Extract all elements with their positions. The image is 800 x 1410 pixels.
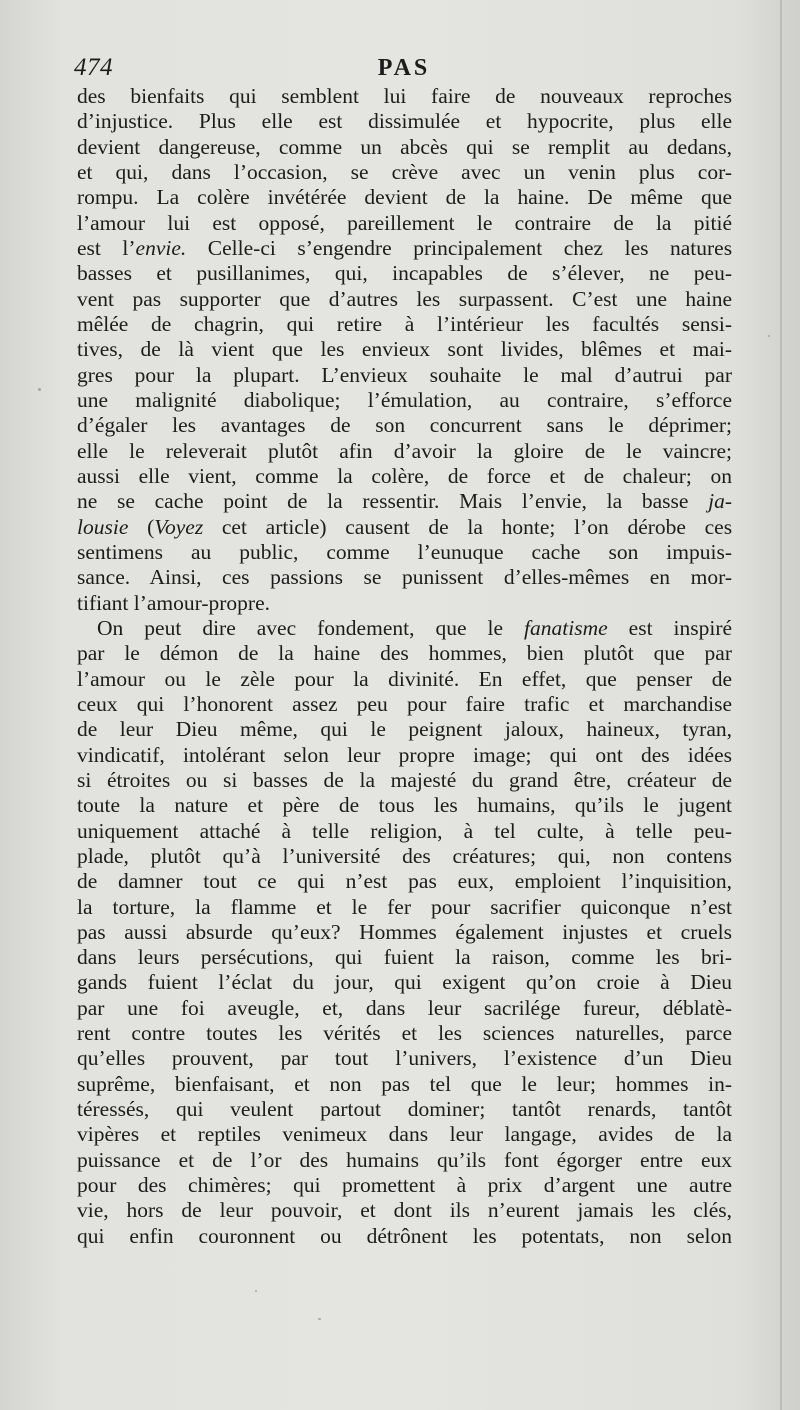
text-line: rompu. La colère invétérée devient de la haine. De même que [77, 185, 732, 210]
text-line: sentimens au public, comme l’eunuque cache son impuis- [77, 539, 732, 564]
text-line: ne se cache point de la ressentir. Mais l’envie, la basse ja- [77, 489, 733, 514]
text-line: aussi elle vient, comme la colère, de force et de chaleur; on [77, 463, 732, 488]
text-line: On peut dire avec fondement, que le fanatisme est inspiré [97, 615, 733, 640]
text-line: basses et pusillanimes, qui, incapables de s’élever, ne peu- [77, 261, 732, 286]
text-line: d’égaler les avantages de son concurrent sans le déprimer; [77, 413, 732, 438]
text-line: d’injustice. Plus elle est dissimulée et hypocrite, plus elle [77, 109, 732, 134]
text-line: vindicatif, intolérant selon leur propre image; qui ont des idées [77, 742, 732, 767]
text-line: plade, plutôt qu’à l’université des créatures; qui, non contens [77, 843, 732, 868]
text-line: lousie (Voyez cet article) causent de la honte; l’on dérobe ces [77, 514, 733, 539]
text-line: toute la nature et père de tous les humains, qu’ils le jugent [77, 793, 732, 818]
text-line: puissance et de l’or des humains qu’ils font égorger entre eux [77, 1147, 732, 1172]
page-number: 474 [74, 54, 113, 81]
text-line: la torture, la flamme et le fer pour sacrifier quiconque n’est [77, 894, 732, 919]
paper-speck [255, 1290, 257, 1292]
paper-speck [38, 388, 41, 391]
text-line: suprême, bienfaisant, et non pas tel que le leur; hommes in- [77, 1071, 732, 1096]
running-head: PAS [377, 55, 431, 81]
text-line: dans leurs persécutions, qui fuient la raison, comme les bri- [77, 945, 732, 970]
text-line: des bienfaits qui semblent lui faire de nouveaux reproches [77, 84, 732, 108]
text-line: tifiant l’amour-propre. [77, 590, 270, 615]
text-line: vipères et reptiles venimeux dans leur langage, avides de la [77, 1122, 732, 1147]
text-line: l’amour lui est opposé, pareillement le contraire de la pitié [77, 210, 732, 235]
paper-speck [318, 1318, 321, 1320]
text-line: par une foi aveugle, et, dans leur sacrilége fureur, déblatè- [77, 995, 732, 1020]
text-line: téressés, qui veulent partout dominer; tantôt renards, tantôt [77, 1097, 732, 1122]
text-line: tives, de là vient que les envieux sont livides, blêmes et mai- [77, 337, 732, 362]
text-line: gands fuient l’éclat du jour, qui exigent qu’on croie à Dieu [77, 970, 732, 995]
text-line: de damner tout ce qui n’est pas eux, emploient l’inquisition, [77, 869, 732, 894]
text-line: qui enfin couronnent ou détrônent les potentats, non selon [77, 1223, 732, 1248]
text-line: elle le releverait plutôt afin d’avoir la gloire de le vaincre; [77, 438, 732, 463]
text-line: une malignité diabolique; l’émulation, au contraire, s’efforce [77, 387, 732, 412]
text-line: pas aussi absurde qu’eux? Hommes également injustes et cruels [77, 919, 732, 944]
text-line: et qui, dans l’occasion, se crève avec un venin plus cor- [77, 159, 732, 184]
text-line: mêlée de chagrin, qui retire à l’intérieur les facultés sensi- [77, 311, 732, 336]
text-line: vie, hors de leur pouvoir, et dont ils n’eurent jamais les clés, [77, 1198, 732, 1223]
paper-speck [768, 335, 770, 337]
text-line: vent pas supporter que d’autres les surpassent. C’est une haine [77, 286, 732, 311]
text-line: pour des chimères; qui promettent à prix d’argent une autre [77, 1173, 732, 1198]
text-line: qu’elles prouvent, par tout l’univers, l’existence d’un Dieu [77, 1046, 732, 1071]
text-line: par le démon de la haine des hommes, bien plutôt que par [77, 641, 732, 666]
text-line: sance. Ainsi, ces passions se punissent d’elles-mêmes en mor- [77, 565, 732, 590]
text-line: rent contre toutes les vérités et les sciences naturelles, parce [77, 1021, 732, 1046]
text-line: si étroites ou si basses de la majesté du grand être, créateur de [77, 767, 732, 792]
text-line: de leur Dieu même, qui le peignent jaloux, haineux, tyran, [77, 717, 732, 742]
page-fold-shadow [780, 0, 782, 1410]
text-line: l’amour ou le zèle pour la divinité. En effet, que penser de [77, 666, 732, 691]
body-text [77, 84, 732, 1249]
text-line: devient dangereuse, comme un abcès qui se remplit au dedans, [77, 134, 732, 159]
text-line: ceux qui l’honorent assez peu pour faire trafic et marchandise [77, 691, 732, 716]
text-line: est l’envie. Celle-ci s’engendre principalement chez les natures [77, 235, 733, 260]
text-line: uniquement attaché à telle religion, à tel culte, à telle peu- [77, 818, 732, 843]
text-line: gres pour la plupart. L’envieux souhaite le mal d’autrui par [77, 362, 732, 387]
